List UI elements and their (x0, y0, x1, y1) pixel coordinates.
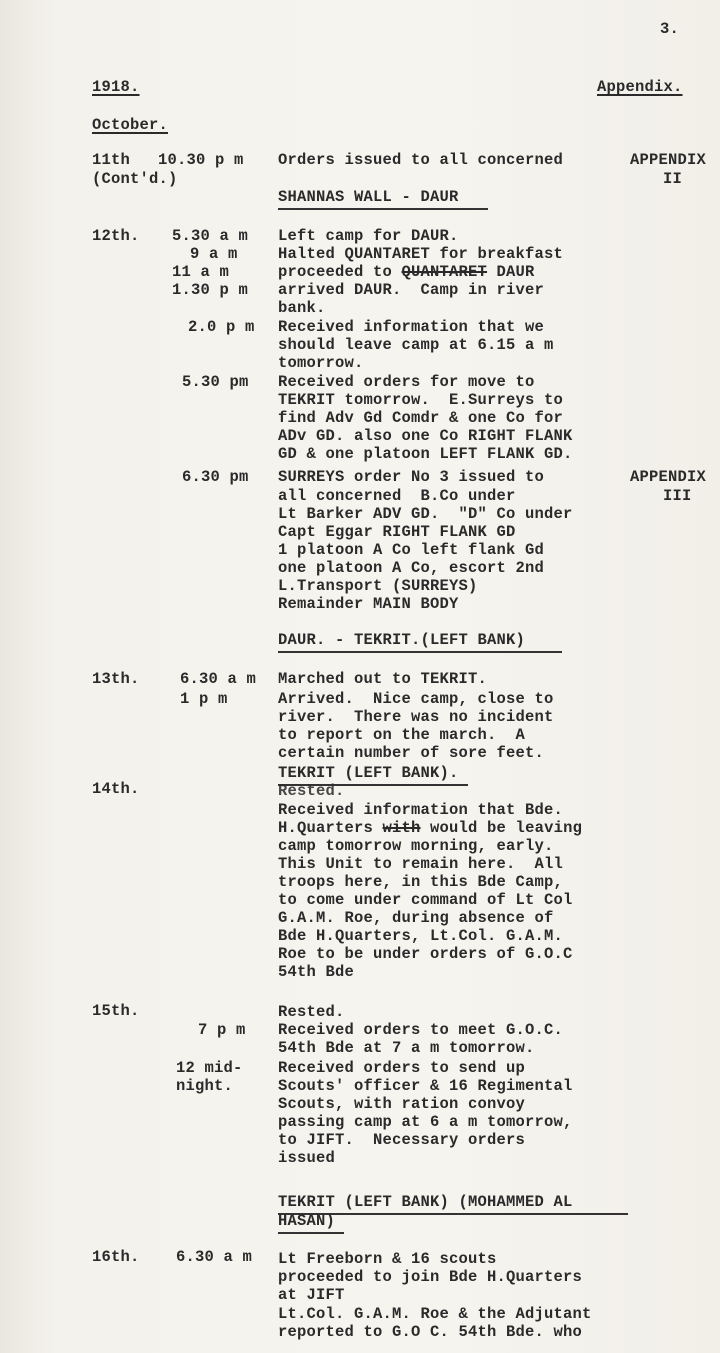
entry-text-part: would be leaving (420, 819, 583, 837)
section-underline (278, 1232, 344, 1234)
entry-text: one platoon A Co, escort 2nd (278, 559, 545, 577)
entry-text: to come under command of Lt Col (278, 891, 573, 909)
appendix-ref-number: III (663, 487, 692, 505)
entry-text: Scouts, with ration convoy (278, 1095, 526, 1113)
struck-word: with (382, 819, 421, 837)
entry-text: to JIFT. Necessary orders (278, 1131, 526, 1149)
entry-text: to report on the march. A (278, 726, 526, 744)
entry-text: Received orders to send up (278, 1059, 526, 1077)
entry-time-continued: night. (176, 1077, 234, 1095)
entry-time: 12 mid- (176, 1059, 243, 1077)
entry-text: all concerned B.Co under (278, 487, 516, 505)
appendix-ref-number: II (663, 170, 683, 188)
entry-text: Received orders for move to (278, 373, 535, 391)
entry-date: 16th. (92, 1248, 140, 1266)
entry-text: Left camp for DAUR. (278, 227, 459, 245)
entry-text: 54th Bde (278, 963, 355, 981)
section-underline (278, 651, 562, 653)
entry-time: 6.30 pm (182, 468, 249, 486)
appendix-ref: APPENDIX (630, 151, 707, 169)
entry-time: 9 a m (190, 245, 238, 263)
entry-text: Halted QUANTARET for breakfast (278, 245, 564, 263)
entry-date: 11th (92, 151, 131, 169)
year-heading: 1918. (92, 78, 140, 96)
entry-date: 14th. (92, 780, 140, 798)
entry-text: reported to G.O C. 54th Bde. who (278, 1323, 583, 1341)
entry-text: GD & one platoon LEFT FLANK GD. (278, 445, 573, 463)
entry-text: should leave camp at 6.15 a m (278, 336, 554, 354)
entry-text-part: DAUR (487, 263, 535, 281)
entry-text: Capt Eggar RIGHT FLANK GD (278, 523, 516, 541)
entry-time: 1 p m (180, 690, 228, 708)
entry-text: TEKRIT tomorrow. E.Surreys to (278, 391, 564, 409)
entry-date: 15th. (92, 1002, 140, 1020)
entry-time: 2.0 p m (188, 318, 255, 336)
entry-text: Bde H.Quarters, Lt.Col. G.A.M. (278, 927, 564, 945)
entry-text: passing camp at 6 a m tomorrow, (278, 1113, 573, 1131)
entry-text: G.A.M. Roe, during absence of (278, 909, 554, 927)
entry-time: 6.30 a m (180, 670, 257, 688)
entry-text: issued (278, 1149, 336, 1167)
entry-text: Arrived. Nice camp, close to (278, 690, 554, 708)
entry-time: 11 a m (172, 263, 230, 281)
entry-text: Scouts' officer & 16 Regimental (278, 1077, 573, 1095)
section-heading-mohammed: TEKRIT (LEFT BANK) (MOHAMMED AL (278, 1193, 573, 1211)
entry-date: 13th. (92, 670, 140, 688)
entry-text (278, 819, 582, 838)
entry-text: at JIFT (278, 1286, 345, 1304)
section-heading-shannas: SHANNAS WALL - DAUR (278, 188, 459, 206)
section-heading-mohammed-cont: HASAN) (278, 1212, 336, 1230)
entry-text: Lt.Col. G.A.M. Roe & the Adjutant (278, 1305, 592, 1323)
appendix-column-heading: Appendix. (597, 78, 683, 96)
section-heading-tekrit: TEKRIT (LEFT BANK). (278, 764, 459, 782)
appendix-ref: APPENDIX (630, 468, 707, 486)
entry-text: river. There was no incident (278, 708, 554, 726)
entry-text: Rested. (278, 1003, 345, 1021)
entry-text: Roe to be under orders of G.O.C (278, 945, 573, 963)
entry-text-part: H.Quarters (278, 819, 383, 837)
entry-text: find Adv Gd Comdr & one Co for (278, 409, 564, 427)
entry-text: Remainder MAIN BODY (278, 595, 459, 613)
entry-text: Received information that we (278, 318, 545, 336)
entry-text: troops here, in this Bde Camp, (278, 873, 564, 891)
entry-time: 10.30 p m (158, 151, 244, 169)
entry-text: camp tomorrow morning, early. (278, 837, 554, 855)
entry-text: SURREYS order No 3 issued to (278, 468, 545, 486)
entry-text (278, 263, 535, 282)
month-heading: October. (92, 116, 169, 134)
entry-text: Orders issued to all concerned (278, 151, 564, 169)
entry-time: 5.30 pm (182, 373, 249, 391)
entry-text: certain number of sore feet. (278, 744, 545, 762)
entry-time: 6.30 a m (176, 1248, 253, 1266)
entry-text: arrived DAUR. Camp in river (278, 281, 545, 299)
page-number: 3. (660, 20, 680, 38)
entry-time: 5.30 a m (172, 227, 249, 245)
section-underline (278, 208, 488, 210)
entry-text: Rested. (278, 782, 345, 800)
entry-text: bank. (278, 299, 326, 317)
entry-text: ADv GD. also one Co RIGHT FLANK (278, 427, 573, 445)
entry-text: proceeded to join Bde H.Quarters (278, 1268, 583, 1286)
entry-text: tomorrow. (278, 354, 364, 372)
entry-text: Received information that Bde. (278, 801, 564, 819)
section-heading-daur-tekrit: DAUR. - TEKRIT.(LEFT BANK) (278, 631, 526, 649)
entry-date: 12th. (92, 227, 140, 245)
entry-text: Marched out to TEKRIT. (278, 670, 488, 688)
entry-text-part: proceeded to (278, 263, 402, 281)
entry-text: Lt Barker ADV GD. "D" Co under (278, 505, 573, 523)
struck-word: QUANTARET (401, 263, 488, 281)
entry-time: 1.30 p m (172, 281, 249, 299)
entry-text: 1 platoon A Co left flank Gd (278, 541, 545, 559)
entry-text: L.Transport (SURREYS) (278, 577, 478, 595)
entry-time: 7 p m (198, 1021, 246, 1039)
entry-text: This Unit to remain here. All (278, 855, 564, 873)
entry-text: Lt Freeborn & 16 scouts (278, 1250, 497, 1268)
entry-text: Received orders to meet G.O.C. (278, 1021, 564, 1039)
entry-text: 54th Bde at 7 a m tomorrow. (278, 1039, 535, 1057)
entry-date-continued: (Cont'd.) (92, 170, 178, 188)
